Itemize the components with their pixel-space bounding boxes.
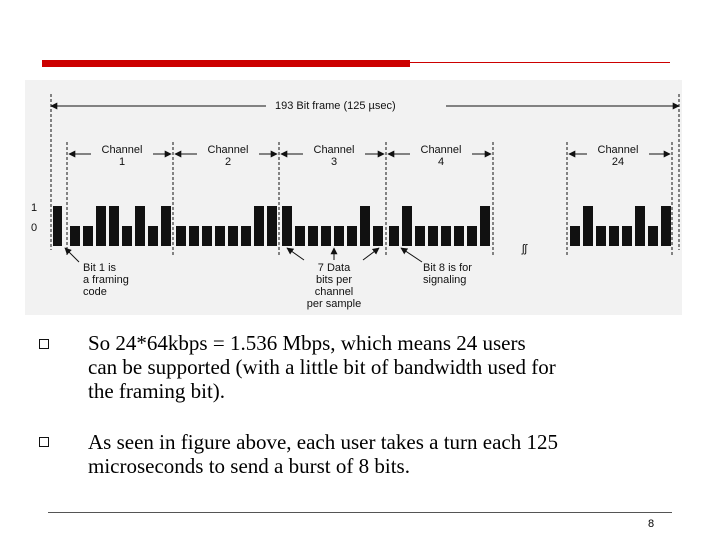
bit-bar (635, 206, 645, 246)
footer-divider (48, 512, 672, 513)
bullet-1-line-2: can be supported (with a little bit of bandwidth used for (88, 355, 556, 379)
bit-bar (609, 226, 619, 246)
channel-2-number: 2 (224, 156, 232, 168)
data-bits-pointer-left (287, 248, 304, 260)
level-one-label: 1 (31, 202, 38, 214)
bit-bar (360, 206, 370, 246)
bit-bar (282, 206, 292, 246)
page-number: 8 (648, 518, 655, 530)
bit-bar (373, 226, 383, 246)
bit-bar (241, 226, 251, 246)
signaling-note-line1: Bit 8 is for (423, 262, 472, 274)
frame-label: 193 Bit frame (125 µsec) (275, 100, 396, 112)
bit-bar (570, 226, 580, 246)
data-note-line1: 7 Data (317, 262, 351, 274)
channel-3-label: Channel (313, 144, 355, 156)
bit-bar (70, 226, 80, 246)
channel-24-number: 24 (611, 156, 625, 168)
bit-bar (308, 226, 318, 246)
bullet-1-line-1: So 24*64kbps = 1.536 Mbps, which means 24 users (88, 331, 526, 355)
data-note-line2: bits per (315, 274, 353, 286)
bit-bar (467, 226, 477, 246)
frame-diagram-svg (25, 80, 682, 315)
channel-1-number: 1 (118, 156, 126, 168)
bit-bar (109, 206, 119, 246)
bit-bar (596, 226, 606, 246)
bit-bar (148, 226, 158, 246)
framing-note-line2: a framing (83, 274, 129, 286)
bit-bar (661, 206, 671, 246)
bit-bar (583, 206, 593, 246)
framing-note-line1: Bit 1 is (83, 262, 117, 274)
bit-bar (83, 226, 93, 246)
bit-bar (389, 226, 399, 246)
bit-bar (295, 226, 305, 246)
bit-bar (415, 226, 425, 246)
bit-bar (135, 206, 145, 246)
level-zero-label: 0 (31, 222, 38, 234)
bit-bar (228, 226, 238, 246)
bullet-1 (88, 331, 556, 403)
bullet-2-line-2: microseconds to send a burst of 8 bits. (88, 454, 410, 478)
data-note-line4: per sample (306, 298, 362, 310)
bit-bar (254, 206, 264, 246)
bit-bar (402, 206, 412, 246)
break-mark: ʃʃ (522, 243, 527, 255)
bit-bar (441, 226, 451, 246)
framing-bit (53, 206, 62, 246)
channel-3-number: 3 (330, 156, 338, 168)
bullet-marker (39, 339, 49, 349)
bit-bar (122, 226, 132, 246)
title-accent-line (410, 62, 670, 63)
bit-pulses (53, 206, 671, 246)
bit-bar (622, 226, 632, 246)
data-note-line3: channel (314, 286, 354, 298)
bullet-2-line-1: As seen in figure above, each user takes a turn each 125 (88, 430, 558, 454)
bit-bar (321, 226, 331, 246)
bit-bar (334, 226, 344, 246)
bit-bar (347, 226, 357, 246)
bullet-1-line-3: the framing bit). (88, 379, 226, 403)
channel-4-label: Channel (420, 144, 462, 156)
bullet-marker (39, 437, 49, 447)
title-accent-bar (42, 60, 410, 67)
bit-bar (202, 226, 212, 246)
channel-4-number: 4 (437, 156, 445, 168)
bit-bar (454, 226, 464, 246)
bit-bar (96, 206, 106, 246)
signaling-bit-pointer (401, 248, 422, 262)
channel-1-label: Channel (101, 144, 143, 156)
bit-bar (215, 226, 225, 246)
channel-24-label: Channel (597, 144, 639, 156)
bit-bar (161, 206, 171, 246)
bit-bar (648, 226, 658, 246)
framing-note-line3: code (83, 286, 107, 298)
bit-bar (189, 226, 199, 246)
bullet-2 (88, 430, 558, 478)
t1-frame-diagram (25, 80, 682, 315)
bit-bar (428, 226, 438, 246)
data-bits-pointer-right (363, 248, 379, 260)
bit-bar (267, 206, 277, 246)
channel-2-label: Channel (207, 144, 249, 156)
bit-bar (176, 226, 186, 246)
signaling-note-line2: signaling (423, 274, 467, 286)
bit-bar (480, 206, 490, 246)
